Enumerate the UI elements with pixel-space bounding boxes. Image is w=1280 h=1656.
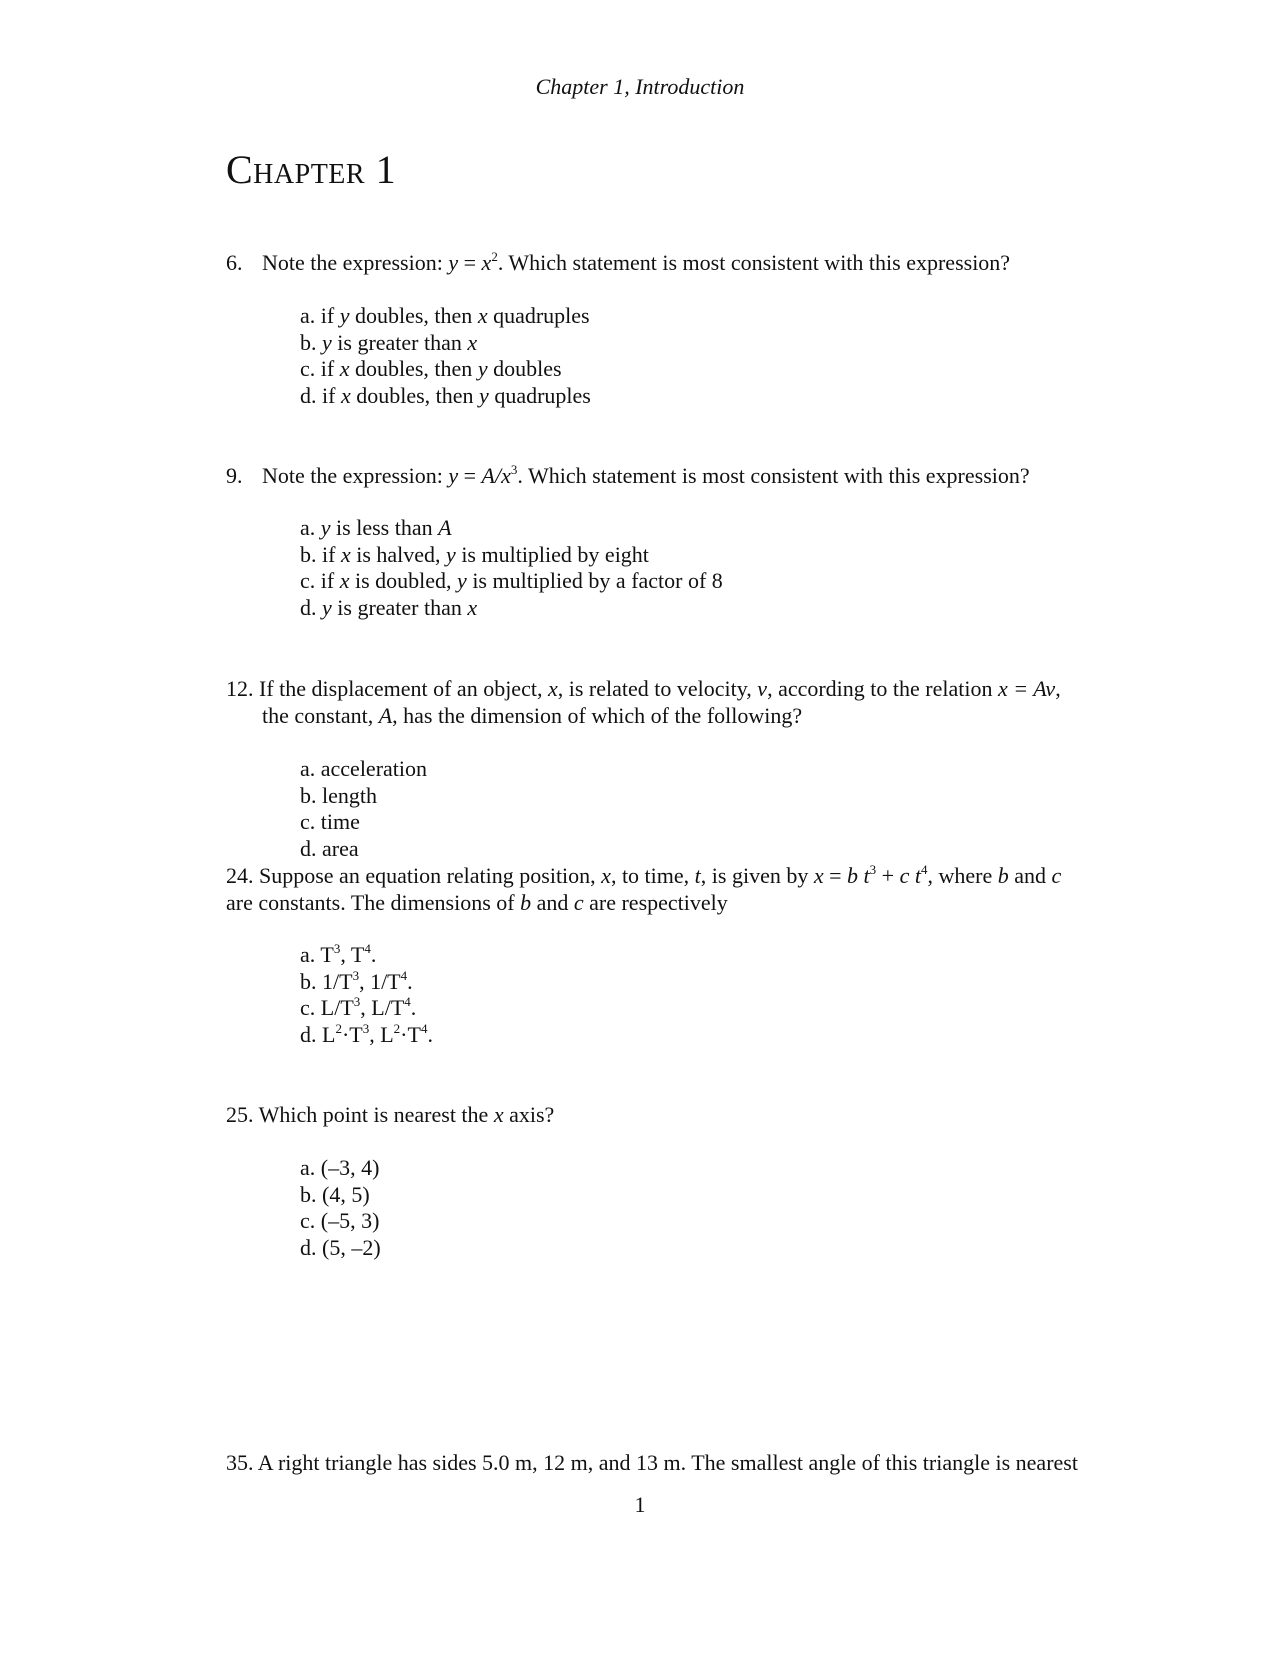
question-number: 35. (226, 1450, 254, 1475)
question-number: 25. (226, 1102, 254, 1127)
choice: d. y is greater than x (300, 594, 478, 620)
question-25: 25. Which point is nearest the x axis? (226, 1102, 555, 1127)
chapter-title: Chapter 1 (226, 147, 397, 192)
choice: a. acceleration (300, 756, 428, 781)
choice: d. (5, –2) (300, 1234, 381, 1260)
question-12: 12. If the displacement of an object, x, is related to velocity, v, according to the relation x = Av, the constant, A, has the dimension of which of the following? (226, 676, 1061, 728)
question-24: 24. Suppose an equation relating position, x, to time, t, is given by x = b $t^3 + c$ $t^4$, where b and c are constants. The dimensions of b and c are respectively (226, 862, 1062, 915)
choice: b. y is greater than x (300, 329, 478, 355)
choice: c. if x is doubled, y is multiplied by a factor of 8 (300, 568, 723, 593)
choice: a. y is less than A (300, 515, 452, 540)
choice: d. if x doubles, then y quadruples (300, 382, 591, 408)
question-number: 12. (226, 676, 254, 701)
choice-list (300, 756, 427, 862)
question-number: 24. (226, 863, 254, 888)
choice: a. (–3, 4) (300, 1155, 380, 1180)
page-number: 1 (634, 1492, 646, 1517)
choice: a. if y doubles, then x quadruples (300, 303, 590, 328)
choice: b. if x is halved, y is multiplied by eight (300, 541, 649, 567)
choice: b. length (300, 782, 377, 808)
question-number: 9. (226, 463, 243, 488)
choice: c. (–5, 3) (300, 1208, 380, 1233)
choice-list (300, 1155, 381, 1261)
choice: d. $L^2\cdot T^3$, $L^2\cdot T^4$. (300, 1020, 433, 1047)
question-9: 9. Note the expression: $y = A/x^3$. Which statement is most consistent with this expression? (226, 462, 1030, 488)
running-head: Chapter 1, Introduction (535, 74, 745, 99)
choice-list (300, 515, 723, 621)
question-35: 35. A right triangle has sides 5.0 m, 12 m, and 13 m. The smallest angle of this triangle is nearest (226, 1450, 1078, 1475)
choice: a. $T^3$, $T^4$. (300, 941, 377, 967)
question-6: 6. Note the expression: $y = x^2$. Which statement is most consistent with this expression? (226, 249, 1011, 275)
question-number: 6. (226, 250, 243, 275)
choice: d. area (300, 835, 359, 861)
choice-list (300, 303, 591, 409)
choice-list (300, 942, 433, 1048)
choice: c. $L/T^3$, $L/T^4$. (300, 994, 417, 1020)
choice: c. if x doubles, then y doubles (300, 356, 562, 381)
choice: c. time (300, 809, 360, 834)
choice: b. $1/T^3$, $1/T^4$. (300, 967, 413, 994)
choice: b. (4, 5) (300, 1181, 370, 1207)
